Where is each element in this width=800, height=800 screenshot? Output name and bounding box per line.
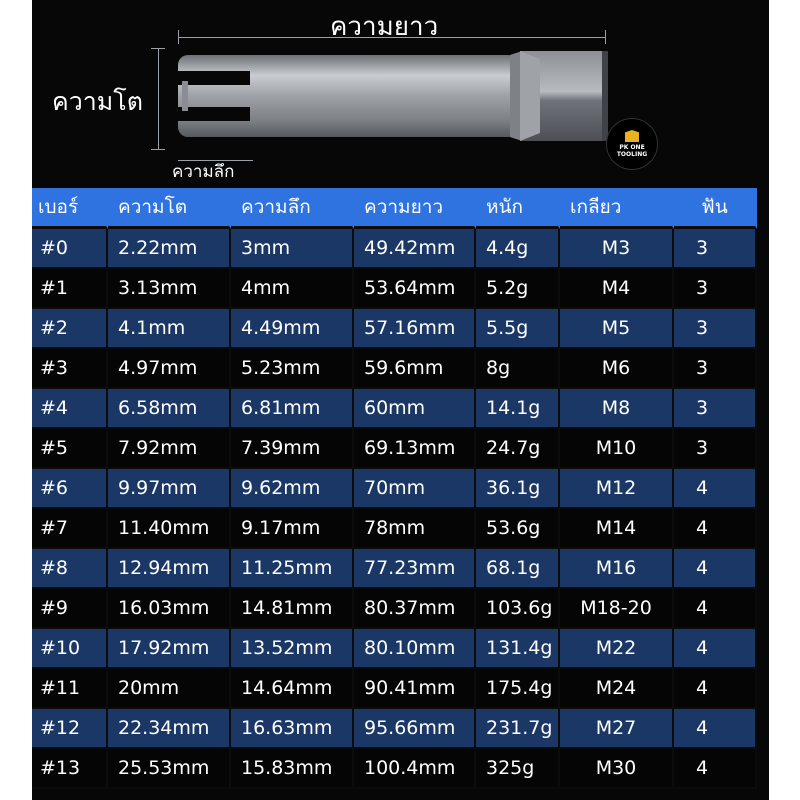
- cell-length: 49.42mm: [354, 229, 476, 269]
- length-dimension-tick-left: [178, 30, 179, 44]
- cell-thread: M24: [560, 669, 674, 709]
- cell-size: #5: [32, 429, 108, 469]
- cell-depth: 15.83mm: [231, 749, 354, 789]
- cell-teeth: 4: [674, 469, 757, 509]
- cell-teeth: 3: [674, 389, 757, 429]
- cell-depth: 14.64mm: [231, 669, 354, 709]
- cell-size: #9: [32, 589, 108, 629]
- table-row: [32, 229, 757, 269]
- cell-size: #6: [32, 469, 108, 509]
- box-icon: [625, 130, 639, 142]
- cell-teeth: 3: [674, 309, 757, 349]
- cell-teeth: 3: [674, 349, 757, 389]
- cell-thread: M4: [560, 269, 674, 309]
- cell-depth: 16.63mm: [231, 709, 354, 749]
- cell-teeth: 3: [674, 429, 757, 469]
- cell-size: #3: [32, 349, 108, 389]
- cell-teeth: 4: [674, 669, 757, 709]
- cell-size: #1: [32, 269, 108, 309]
- cell-weight: 68.1g: [476, 549, 560, 589]
- cell-length: 100.4mm: [354, 749, 476, 789]
- table-row: [32, 509, 757, 549]
- cell-size: #12: [32, 709, 108, 749]
- diameter-dimension-tick-bottom: [151, 149, 165, 150]
- cell-length: 57.16mm: [354, 309, 476, 349]
- cell-diameter: 12.94mm: [108, 549, 231, 589]
- cell-weight: 24.7g: [476, 429, 560, 469]
- cell-depth: 3mm: [231, 229, 354, 269]
- cell-depth: 4.49mm: [231, 309, 354, 349]
- header-diameter: ความโต: [108, 188, 231, 229]
- cell-weight: 53.6g: [476, 509, 560, 549]
- header-teeth: ฟัน: [674, 188, 757, 229]
- table-body: [32, 229, 757, 789]
- cell-thread: M18-20: [560, 589, 674, 629]
- cell-length: 60mm: [354, 389, 476, 429]
- cell-diameter: 4.97mm: [108, 349, 231, 389]
- table-row: [32, 589, 757, 629]
- cell-size: #10: [32, 629, 108, 669]
- cell-size: #13: [32, 749, 108, 789]
- cell-thread: M12: [560, 469, 674, 509]
- cell-teeth: 3: [674, 269, 757, 309]
- diameter-dimension-line: [158, 48, 159, 150]
- logo-text-line2: TOOLING: [616, 151, 648, 158]
- cell-thread: M5: [560, 309, 674, 349]
- cell-diameter: 16.03mm: [108, 589, 231, 629]
- cell-diameter: 3.13mm: [108, 269, 231, 309]
- cell-diameter: 6.58mm: [108, 389, 231, 429]
- cell-thread: M8: [560, 389, 674, 429]
- cell-length: 95.66mm: [354, 709, 476, 749]
- cell-teeth: 4: [674, 549, 757, 589]
- cell-thread: M14: [560, 509, 674, 549]
- cell-diameter: 4.1mm: [108, 309, 231, 349]
- table-row: [32, 309, 757, 349]
- cell-thread: M3: [560, 229, 674, 269]
- cell-teeth: 4: [674, 629, 757, 669]
- cell-length: 90.41mm: [354, 669, 476, 709]
- cell-thread: M30: [560, 749, 674, 789]
- header-thread: เกลียว: [560, 188, 674, 229]
- spec-table: [32, 188, 757, 789]
- cell-weight: 131.4g: [476, 629, 560, 669]
- cell-size: #0: [32, 229, 108, 269]
- cell-depth: 11.25mm: [231, 549, 354, 589]
- table-row: [32, 709, 757, 749]
- table-row: [32, 549, 757, 589]
- cell-length: 69.13mm: [354, 429, 476, 469]
- table-row: [32, 269, 757, 309]
- diameter-dimension-tick-top: [151, 48, 165, 49]
- cell-weight: 14.1g: [476, 389, 560, 429]
- cell-diameter: 22.34mm: [108, 709, 231, 749]
- table-row: [32, 749, 757, 789]
- cell-depth: 9.17mm: [231, 509, 354, 549]
- table-header-row: [32, 188, 757, 229]
- cell-length: 80.10mm: [354, 629, 476, 669]
- cell-length: 53.64mm: [354, 269, 476, 309]
- table-row: [32, 429, 757, 469]
- cell-size: #8: [32, 549, 108, 589]
- header-length: ความยาว: [354, 188, 476, 229]
- cell-teeth: 4: [674, 589, 757, 629]
- header-depth: ความลึก: [231, 188, 354, 229]
- cell-size: #11: [32, 669, 108, 709]
- header-weight: หนัก: [476, 188, 560, 229]
- cell-thread: M27: [560, 709, 674, 749]
- logo-text-line1: PK ONE: [619, 144, 645, 151]
- cell-size: #4: [32, 389, 108, 429]
- cell-weight: 5.2g: [476, 269, 560, 309]
- cell-depth: 4mm: [231, 269, 354, 309]
- cell-length: 77.23mm: [354, 549, 476, 589]
- table-row: [32, 349, 757, 389]
- cell-depth: 5.23mm: [231, 349, 354, 389]
- cell-depth: 9.62mm: [231, 469, 354, 509]
- brand-logo: [606, 118, 658, 170]
- cell-length: 78mm: [354, 509, 476, 549]
- cell-length: 70mm: [354, 469, 476, 509]
- cell-thread: M10: [560, 429, 674, 469]
- cell-diameter: 17.92mm: [108, 629, 231, 669]
- cell-weight: 231.7g: [476, 709, 560, 749]
- cell-weight: 175.4g: [476, 669, 560, 709]
- stud-extractor-tool-image: [170, 45, 612, 149]
- cell-weight: 4.4g: [476, 229, 560, 269]
- table-row: [32, 469, 757, 509]
- cell-depth: 7.39mm: [231, 429, 354, 469]
- cell-weight: 8g: [476, 349, 560, 389]
- cell-thread: M22: [560, 629, 674, 669]
- table-row: [32, 629, 757, 669]
- cell-teeth: 3: [674, 229, 757, 269]
- cell-thread: M16: [560, 549, 674, 589]
- length-dimension-tick-right: [605, 30, 606, 44]
- cell-diameter: 9.97mm: [108, 469, 231, 509]
- cell-length: 80.37mm: [354, 589, 476, 629]
- cell-depth: 13.52mm: [231, 629, 354, 669]
- cell-length: 59.6mm: [354, 349, 476, 389]
- cell-diameter: 25.53mm: [108, 749, 231, 789]
- table-row: [32, 669, 757, 709]
- cell-weight: 36.1g: [476, 469, 560, 509]
- cell-teeth: 4: [674, 709, 757, 749]
- length-label: ความยาว: [330, 12, 439, 42]
- cell-depth: 14.81mm: [231, 589, 354, 629]
- cell-teeth: 4: [674, 749, 757, 789]
- cell-weight: 325g: [476, 749, 560, 789]
- cell-thread: M6: [560, 349, 674, 389]
- cell-weight: 103.6g: [476, 589, 560, 629]
- cell-diameter: 7.92mm: [108, 429, 231, 469]
- cell-weight: 5.5g: [476, 309, 560, 349]
- diameter-label: ความโต: [52, 87, 143, 116]
- cell-diameter: 2.22mm: [108, 229, 231, 269]
- cell-size: #7: [32, 509, 108, 549]
- header-size: เบอร์: [32, 188, 108, 229]
- cell-teeth: 4: [674, 509, 757, 549]
- depth-label: ความลึก: [172, 162, 235, 182]
- cell-depth: 6.81mm: [231, 389, 354, 429]
- cell-diameter: 11.40mm: [108, 509, 231, 549]
- cell-size: #2: [32, 309, 108, 349]
- table-row: [32, 389, 757, 429]
- cell-diameter: 20mm: [108, 669, 231, 709]
